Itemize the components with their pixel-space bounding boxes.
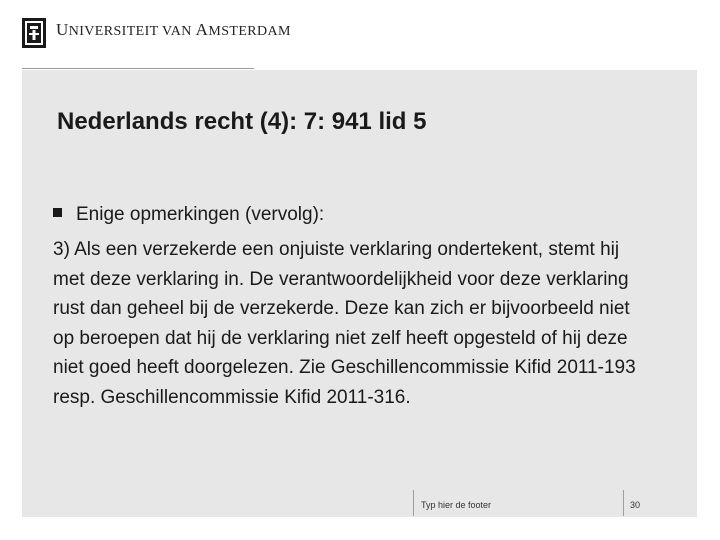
footer-divider-left — [413, 490, 414, 516]
university-seal-icon — [22, 18, 46, 48]
footer-divider-right — [623, 490, 624, 516]
body-paragraph: 3) Als een verzekerde een onjuiste verklaring ondertekent, stemt hij met deze verklaring in. De verantwoordelijkheid voor deze verklaring rust dan geheel bij de verzekerde. Deze kan zich er bijvoorbeeld niet op beroepen dat hij de verklaring niet zelf heeft opgesteld of hij deze niet goed heeft doorgelezen. Zie Geschillencommissie Kifid 2011-193 resp. Geschillencommissie Kifid 2011-316. — [53, 239, 636, 408]
page-number: 30 — [630, 500, 641, 510]
university-name: UNIVERSITEIT VAN AMSTERDAM — [56, 20, 291, 39]
bullet-square-icon — [53, 208, 62, 217]
bullet-item — [53, 204, 324, 226]
header — [0, 0, 720, 70]
bullet-text: Enige opmerkingen (vervolg): — [76, 204, 325, 225]
footer-text: Typ hier de footer — [421, 500, 492, 510]
slide-title: Nederlands recht (4): 7: 941 lid 5 — [57, 108, 427, 135]
header-divider — [22, 68, 254, 69]
